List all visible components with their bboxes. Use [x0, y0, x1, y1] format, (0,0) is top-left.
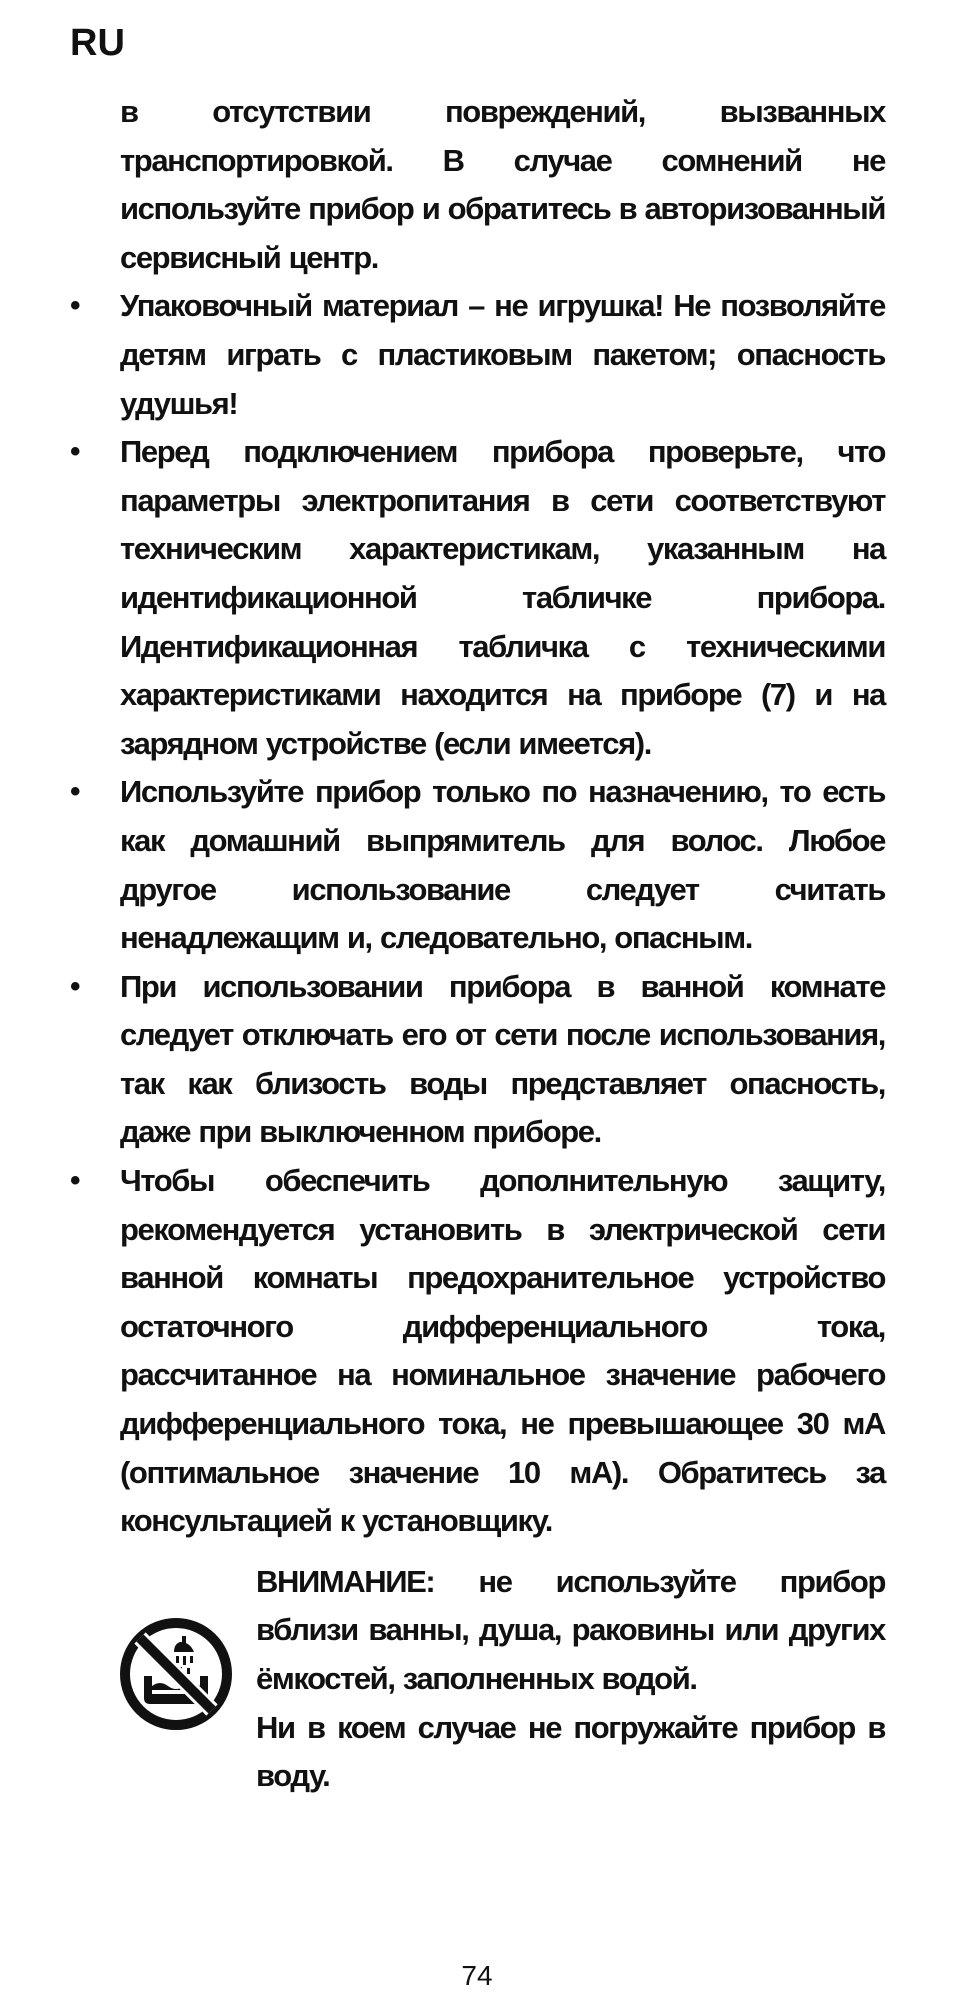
instructions-body — [70, 88, 885, 1801]
list-item — [70, 428, 885, 768]
bullet-marker: • — [70, 1164, 80, 1198]
paragraph-text: Упаковочный материал – не игрушка! Не позволяйте детям играть с пластиковым пакетом; опасность удушья! — [120, 288, 885, 421]
list-item — [70, 1157, 885, 1546]
paragraph-text: в отсутствии повреждений, вызванных транспортировкой. В случае сомнений не используйте прибор и обратитесь в авторизованный сервисный центр. — [120, 94, 885, 275]
list-item — [70, 768, 885, 962]
list-item — [70, 963, 885, 1157]
paragraph-text: Перед подключением прибора проверьте, что параметры электропитания в сети соответствуют техническим характеристикам, указанным на идентификационной табличке прибора. Идентификационная табличка с техническими характеристиками находится на приборе (7) и на зарядном устройстве (если имеется). — [120, 434, 885, 761]
list-item — [70, 282, 885, 428]
language-code: RU — [70, 22, 125, 64]
page-number: 74 — [461, 1960, 493, 1991]
paragraph-text: Используйте прибор только по назначению, то есть как домашний выпрямитель для волос. Любое другое использование следует считать ненадлежащим и, следовательно, опасным. — [120, 774, 885, 956]
paragraph-text: При использовании прибора в ванной комнате следует отключать его от сети после использования, так как близость воды представляет опасность, даже при выключенном приборе. — [120, 968, 885, 1150]
paragraph-continuation — [70, 88, 885, 282]
bullet-marker: • — [70, 775, 80, 809]
warning-text-secondary: Ни в коем случае не погружайте прибор в воду. — [256, 1709, 885, 1794]
bullet-marker: • — [70, 289, 80, 323]
warning-text: ВНИМАНИЕ: не используйте прибор вблизи ванны, душа, раковины или других ёмкостей, заполненных водой. — [256, 1563, 885, 1696]
no-water-bath-icon — [118, 1616, 234, 1732]
bullet-marker: • — [70, 969, 80, 1003]
warning-block — [70, 1558, 885, 1801]
paragraph-text: Чтобы обеспечить дополнительную защиту, рекомендуется установить в электрической сети ванной комнаты предохранительное устройство остаточного дифференциального тока, рассчитанное на номинальное значение рабочего дифференциального тока, не превышающее 30 мА (оптимальное значение 10 мА). Обратитесь за консультацией к установщику. — [120, 1163, 885, 1539]
bullet-marker: • — [70, 435, 80, 469]
